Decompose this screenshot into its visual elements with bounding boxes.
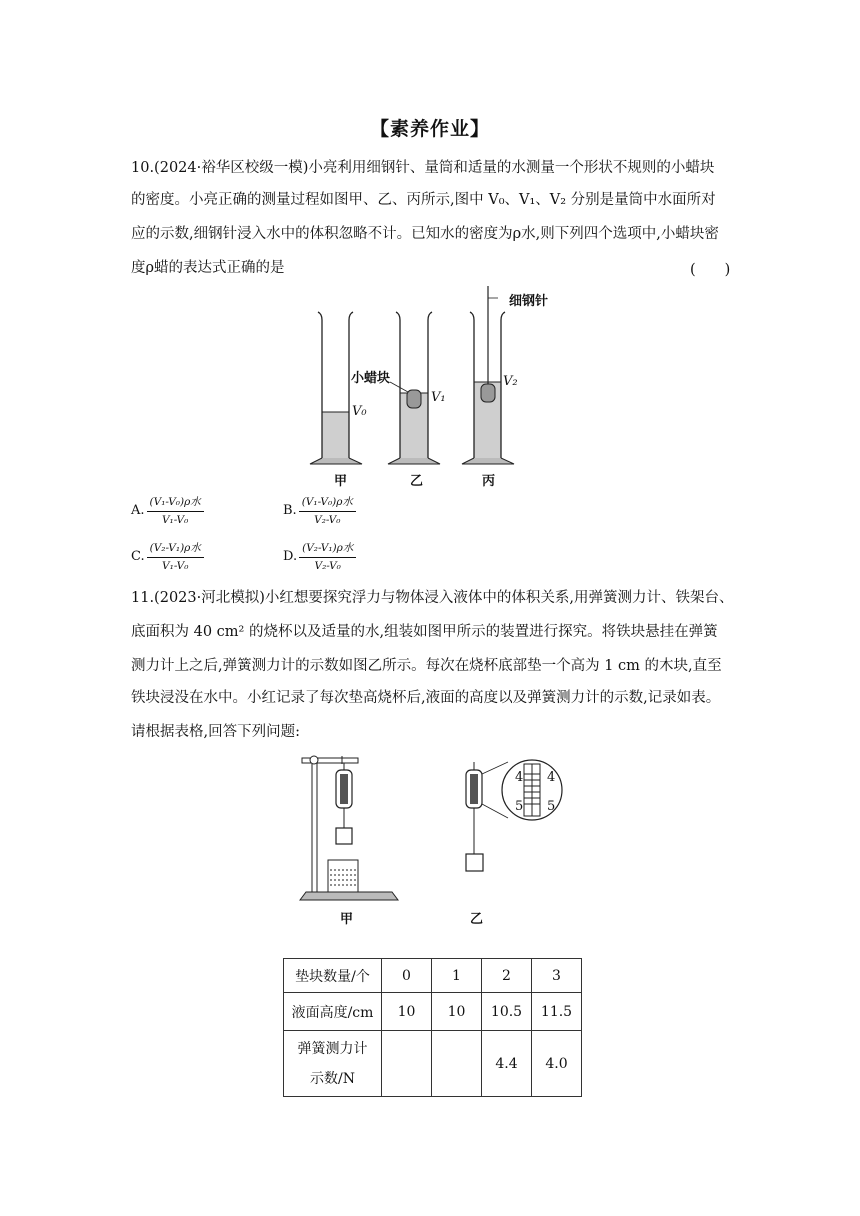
table-cell: 4.4 xyxy=(482,1031,532,1097)
caption-jia: 甲 xyxy=(334,474,348,489)
option-b[interactable] xyxy=(283,494,356,526)
option-c-letter: C. xyxy=(131,548,145,564)
caption-yi: 乙 xyxy=(410,474,424,489)
q11-line-1: 11.(2023·河北模拟)小红想要探究浮力与物体浸入液体中的体积关系,用弹簧测力计、铁架台、 xyxy=(131,590,734,606)
cylinder-jia xyxy=(310,312,362,464)
data-table xyxy=(283,958,582,1097)
table-cell xyxy=(284,1031,382,1097)
option-b-letter: B. xyxy=(283,502,297,518)
table-row xyxy=(284,959,582,993)
wax-block xyxy=(407,390,421,408)
option-d-numerator: (V₂-V₁)ρ水 xyxy=(299,540,356,558)
beaker xyxy=(328,860,358,892)
q10-line-2: 的密度。小亮正确的测量过程如图甲、乙、丙所示,图中 V₀、V₁、V₂ 分别是量筒中水面所对 xyxy=(131,192,716,208)
table-cell xyxy=(382,1031,432,1097)
option-a-numerator: (V₁-V₀)ρ水 xyxy=(147,494,204,512)
table-row xyxy=(284,1031,582,1097)
q11-line-3: 测力计上之后,弹簧测力计的示数如图乙所示。每次在烧杯底部垫一个高为 1 cm 的木块,直至 xyxy=(131,658,722,674)
table-cell: 3 xyxy=(532,959,582,993)
table-cell: 1 xyxy=(432,959,482,993)
option-c-denominator: V₁-V₀ xyxy=(162,560,189,572)
q10-line-1: 10.(2024·裕华区校级一模)小亮利用细钢针、量筒和适量的水测量一个形状不规则的小蜡块 xyxy=(131,160,715,176)
q11-line-5: 请根据表格,回答下列问题: xyxy=(131,724,300,740)
option-a-letter: A. xyxy=(131,502,145,518)
wax-label: 小蜡块 xyxy=(351,371,391,386)
q11-line-4: 铁块浸没在水中。小红记录了每次垫高烧杯后,液面的高度以及弹簧测力计的示数,记录如表。 xyxy=(131,690,721,706)
table-cell xyxy=(432,1031,482,1097)
caption-yi-11: 乙 xyxy=(470,912,484,927)
answer-paren: ( ) xyxy=(690,262,731,278)
q10-line-4: 度ρ蜡的表达式正确的是 xyxy=(131,260,285,276)
q11-line-2: 底面积为 40 cm² 的烧杯以及适量的水,组装如图甲所示的装置进行探究。将铁块悬挂在弹簧 xyxy=(131,624,718,640)
option-c[interactable] xyxy=(131,540,204,572)
scale-mark-5-right: 5 xyxy=(547,799,556,814)
force-label-line1: 弹簧测力计 xyxy=(297,1040,368,1057)
option-a[interactable] xyxy=(131,494,204,526)
v2-label: V₂ xyxy=(503,374,518,389)
scale-mark-5-left: 5 xyxy=(515,799,524,814)
table-cell: 4.0 xyxy=(532,1031,582,1097)
table-cell: 0 xyxy=(382,959,432,993)
table-cell: 10 xyxy=(432,993,482,1031)
option-b-numerator: (V₁-V₀)ρ水 xyxy=(299,494,356,512)
table-row xyxy=(284,993,582,1031)
spring-scale-figure xyxy=(296,752,576,912)
option-a-denominator: V₁-V₀ xyxy=(161,514,189,526)
scale-mark-4-right: 4 xyxy=(547,770,556,785)
needle-label: 细钢针 xyxy=(509,294,549,309)
scale-mark-4-left: 4 xyxy=(515,770,524,785)
table-cell: 10 xyxy=(382,993,432,1031)
v0-label: V₀ xyxy=(352,404,367,419)
table-cell: 2 xyxy=(482,959,532,993)
table-cell: 垫块数量/个 xyxy=(284,959,382,993)
option-d-denominator: V₂-V₀ xyxy=(314,560,341,572)
section-title: 【素养作业】 xyxy=(369,118,490,140)
table-cell: 10.5 xyxy=(482,993,532,1031)
spring-scale-jia xyxy=(336,763,352,844)
v1-label: V₁ xyxy=(431,390,446,405)
caption-bing: 丙 xyxy=(482,474,496,489)
wax-block-submerged xyxy=(481,384,495,402)
cylinders-figure xyxy=(300,282,560,487)
force-label-line2: 示数/N xyxy=(310,1070,355,1087)
q10-line-3: 应的示数,细钢针浸入水中的体积忽略不计。已知水的密度为ρ水,则下列四个选项中,小蜡块密 xyxy=(131,226,719,242)
table-cell: 液面高度/cm xyxy=(284,993,382,1031)
caption-jia-11: 甲 xyxy=(340,912,354,927)
cylinder-yi xyxy=(388,312,440,464)
option-b-denominator: V₂-V₀ xyxy=(314,514,341,526)
option-d[interactable] xyxy=(283,540,356,572)
option-d-letter: D. xyxy=(283,548,298,564)
table-cell: 11.5 xyxy=(532,993,582,1031)
option-c-numerator: (V₂-V₁)ρ水 xyxy=(147,540,204,558)
